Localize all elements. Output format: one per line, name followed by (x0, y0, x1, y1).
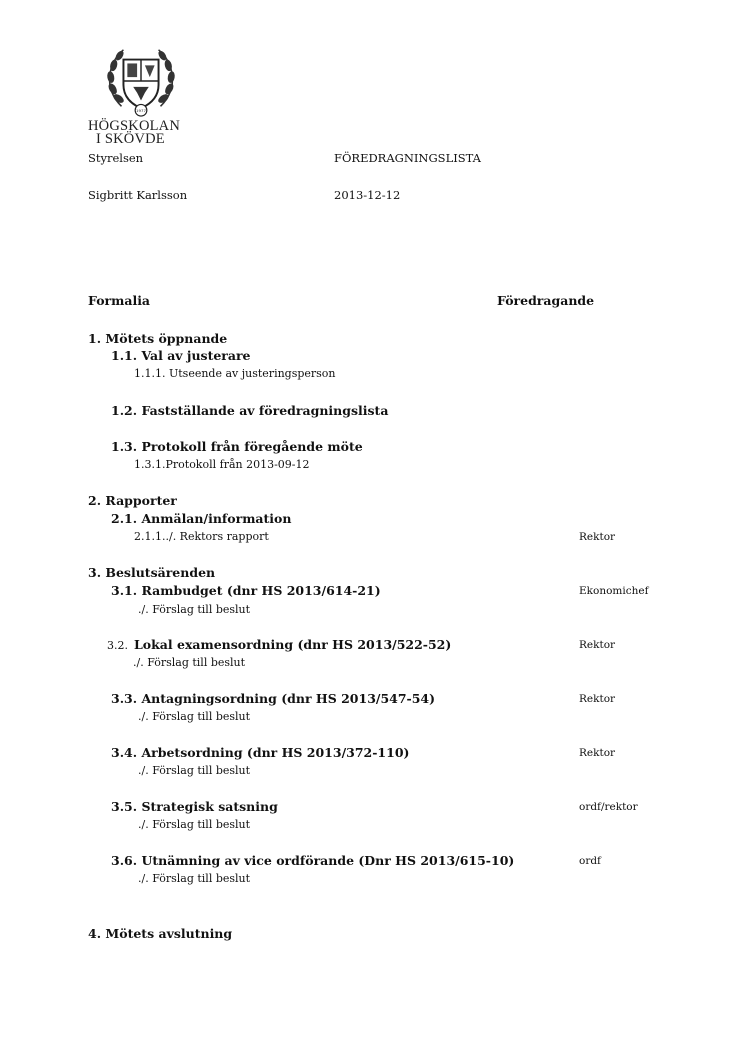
item-3-6: 3.6. Utnämning av vice ordförande (Dnr HS 2013/615-10) (111, 853, 515, 868)
university-name-line2: I SKÖVDE (96, 131, 165, 147)
item-3-1: 3.1. Rambudget (dnr HS 2013/614-21) (111, 583, 381, 598)
section-3-title: 3. Beslutsärenden (88, 565, 216, 580)
item-3-4-proposal: ./. Förslag till beslut (138, 764, 251, 777)
item-3-3-proposal: ./. Förslag till beslut (138, 710, 251, 723)
item-3-4: 3.4. Arbetsordning (dnr HS 2013/372-110) (111, 745, 410, 760)
presenter-3-5: ordf/rektor (579, 801, 638, 813)
column-heading-presenter: Föredragande (497, 293, 595, 308)
section-2-title: 2. Rapporter (88, 493, 177, 508)
author-name: Sigbritt Karlsson (88, 188, 188, 202)
presenter-3-3: Rektor (579, 693, 616, 705)
item-3-2-number: 3.2. (107, 639, 128, 652)
organization-label: Styrelsen (88, 151, 144, 165)
presenter-3-2: Rektor (579, 639, 616, 651)
item-3-5: 3.5. Strategisk satsning (111, 799, 278, 814)
item-1-3-1: 1.3.1.Protokoll från 2013-09-12 (134, 458, 310, 471)
presenter-3-6: ordf (579, 855, 601, 867)
item-3-6-proposal: ./. Förslag till beslut (138, 872, 251, 885)
item-3-2-proposal: ./. Förslag till beslut (133, 656, 246, 669)
document-type: FÖREDRAGNINGSLISTA (334, 151, 481, 165)
item-2-1-1: 2.1.1../. Rektors rapport (134, 530, 269, 543)
item-3-2: Lokal examensordning (dnr HS 2013/522-52) (134, 637, 452, 652)
university-seal-logo (102, 42, 180, 120)
item-3-1-proposal: ./. Förslag till beslut (138, 603, 251, 616)
university-name-line1: HÖGSKOLAN (88, 118, 181, 134)
presenter-2-1-1: Rektor (579, 531, 616, 543)
item-3-3: 3.3. Antagningsordning (dnr HS 2013/547-54) (111, 691, 436, 706)
item-2-1: 2.1. Anmälan/information (111, 511, 292, 526)
seal-year-text: 1977 (136, 108, 146, 114)
item-3-5-proposal: ./. Förslag till beslut (138, 818, 251, 831)
presenter-3-4: Rektor (579, 747, 616, 759)
document-date: 2013-12-12 (334, 188, 401, 202)
column-heading-formalia: Formalia (88, 293, 151, 308)
item-1-1-1: 1.1.1. Utseende av justeringsperson (134, 367, 336, 380)
section-4-title: 4. Mötets avslutning (88, 926, 233, 941)
item-1-1: 1.1. Val av justerare (111, 348, 251, 363)
item-1-3: 1.3. Protokoll från föregående möte (111, 439, 363, 454)
presenter-3-1: Ekonomichef (579, 585, 649, 597)
section-1-title: 1. Mötets öppnande (88, 331, 228, 346)
item-1-2: 1.2. Fastställande av föredragningslista (111, 403, 389, 418)
